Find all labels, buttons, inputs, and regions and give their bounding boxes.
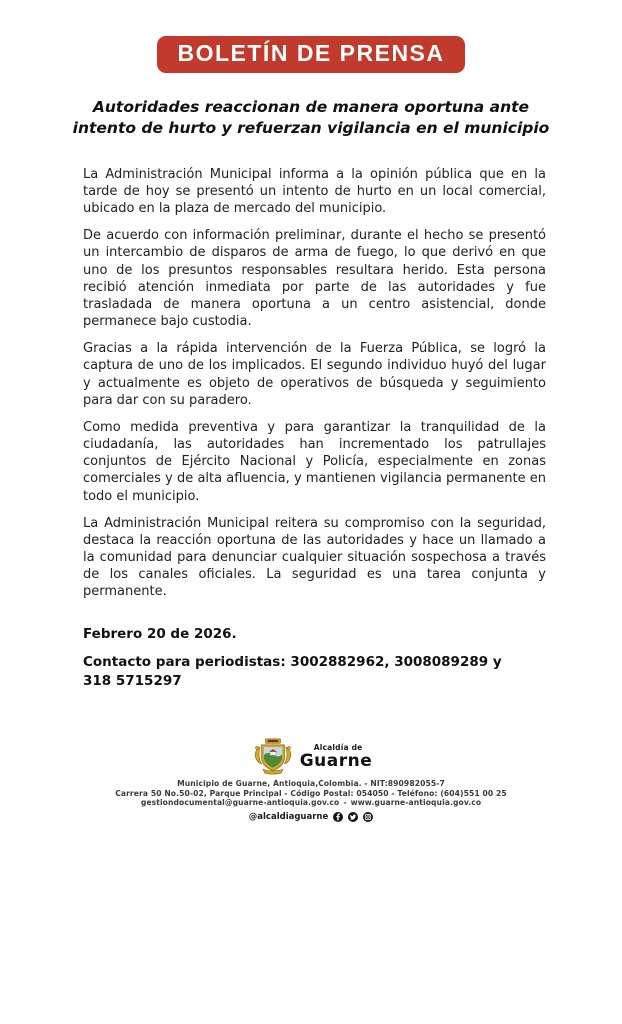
footer-line-web xyxy=(0,798,622,808)
facebook-icon xyxy=(333,812,343,822)
instagram-icon xyxy=(363,812,373,822)
press-contact-line: Contacto para periodistas: 3002882962, 3008089289 y 318 5715297 xyxy=(83,654,502,689)
logo-wordmark-large: Guarne xyxy=(299,750,373,771)
logo-wordmark-small: Alcaldía de xyxy=(313,743,363,753)
footer-line-address: Carrera 50 No.50-02, Parque Principal - Código Postal: 054050 - Teléfono: (604)551 00 25 xyxy=(115,788,507,798)
press-bulletin-banner: BOLETÍN DE PRENSA xyxy=(157,36,464,73)
social-handle: @alcaldiaguarne xyxy=(248,812,329,823)
paragraph-2: De acuerdo con información preliminar, durante el hecho se presentó un intercambio de disparos de arma de fuego, lo que derivó en que uno de los presuntos responsables resultara herido. Esta persona recibió atención inmediata por parte de las autoridades y fue trasladada de manera oportuna a un centro asistencial, donde permanece bajo custodia. xyxy=(83,228,546,330)
footer-website: www.guarne-antioquia.gov.co xyxy=(350,798,482,808)
social-row xyxy=(0,812,622,822)
footer-separator: - xyxy=(343,798,347,808)
letterhead-footer xyxy=(0,738,622,822)
municipality-logo xyxy=(0,738,622,776)
paragraph-3: Gracias a la rápida intervención de la Fuerza Pública, se logró la captura de uno de los implicados. El segundo individuo huyó del lugar y actualmente es objeto de operativos de búsqueda y seguimiento para dar con su paradero. xyxy=(83,341,546,408)
paragraph-4: Como medida preventiva y para garantizar la tranquilidad de la ciudadanía, las autoridades han incrementado los patrullajes conjuntos de Ejército Nacional y Policía, especialmente en zonas comerciales y de alta afluencia, y mantienen vigilancia permanente en todo el municipio. xyxy=(83,419,546,504)
twitter-icon xyxy=(348,812,358,822)
date-line: Febrero 20 de 2026. xyxy=(83,626,237,643)
paragraph-5: La Administración Municipal reitera su compromiso con la seguridad, destaca la reacción oportuna de las autoridades y hace un llamado a la comunidad para denunciar cualquier situación sospechosa a través de los canales oficiales. La seguridad es una tarea conjunta y permanente. xyxy=(83,515,546,600)
logo-wordmark xyxy=(300,744,373,770)
banner-container xyxy=(0,0,622,73)
body-copy xyxy=(83,166,546,601)
footer-email: gestiondocumental@guarne-antioquia.gov.co xyxy=(140,798,340,808)
footer-contact-lines xyxy=(0,779,622,808)
paragraph-1: La Administración Municipal informa a la opinión pública que en la tarde de hoy se presentó un intento de hurto en un local comercial, ubicado en la plaza de mercado del municipio. xyxy=(83,166,546,217)
coat-of-arms-icon xyxy=(250,738,296,776)
footer-line-municipality: Municipio de Guarne, Antioquia,Colombia. - NIT:890982055-7 xyxy=(177,779,445,788)
headline: Autoridades reaccionan de manera oportuna ante intento de hurto y refuerzan vigilancia en el municipio xyxy=(72,98,550,137)
